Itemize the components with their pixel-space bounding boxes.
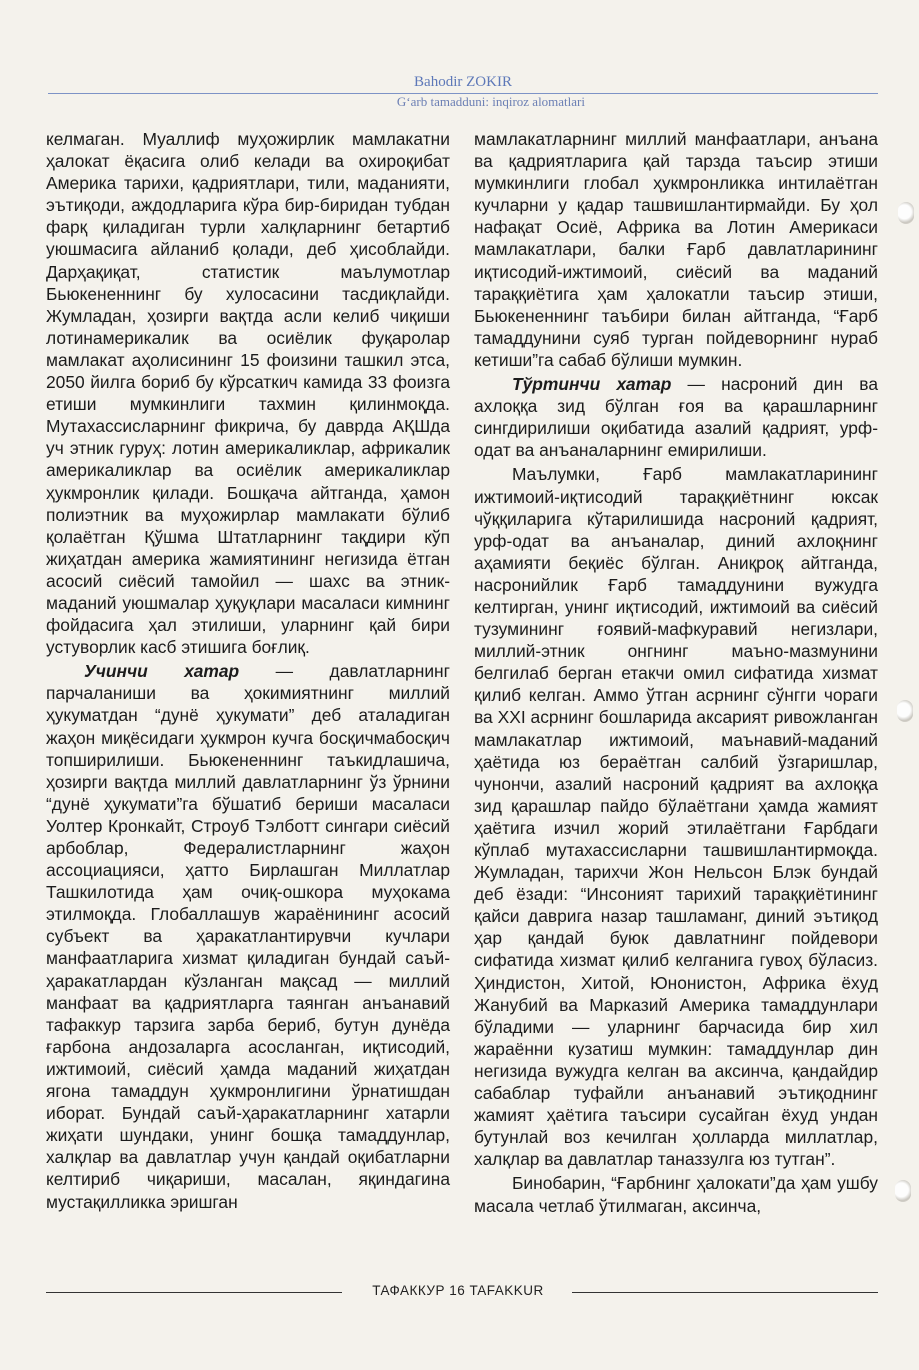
lead-heading: Учинчи хатар (84, 661, 240, 682)
page-footer (0, 1283, 919, 1303)
paragraph (474, 373, 878, 461)
footer-rule-right (572, 1292, 878, 1293)
paragraph: Маълумки, Ғарб мамлакатларининг ижтимоий-иқтисодий тараққиётнинг юксак чўққиларига кўтарилишида насроний қадрият, урф-одат ва анъаналар, диний ахлоқнинг аҳамияти беқиёс бўлган. Аниқроқ айтганда, насронийлик Ғарб тамаддунини вужудга келтирган, унинг иқтисодий, ижтимоий ва сиёсий тузумининг ғоявий-мафкуравий негизлари, миллий-этник онгнинг маъно-мазмунини белгилаб берган етакчи омил сифатида хизмат қилиб келган. Аммо ўтган асрнинг сўнгги чораги ва XXI асрнинг бошларида аксарият ривожланган мамлакатлар ижтимоий, маънавий-маданий ҳаётида юз бераётган салбий ўзгаришлар, чунончи, азалий насроний қадрият ва ахлоққа зид қарашлар пайдо бўлаётгани ҳамда жамият ҳаётига изчил жорий этилаётгани Ғарбдаги кўплаб мутахассисларни ташвишлантирмоқда. Жумладан, тарихчи Жон Нельсон Блэк бундай деб ёзади: “Инсоният тарихий тараққиётининг қайси даврига назар ташламанг, диний эътиқод ҳар қандай буюк давлатнинг пойдевори сифатида хизмат қилиб келганига гувоҳ бўласиз. Ҳиндистон, Хитой, Юнонистон, Африка ёхуд Жанубий ва Марказий Америка тамаддунлари бўладими — уларнинг барчасида бир хил жараённи кузатиш мумкин: тамаддунлар дин негизида вужудга келган ва аксинча, қандайдир сабаблар туфайли анъанавий эътиқоднинг жамият ҳаётига таъсири сусайган ёхуд ундан бутунлай воз кечилган ҳолларда миллатлар, халқлар ва давлатлар таназзулга юз тутган”. (474, 464, 878, 1170)
lead-heading: Тўртинчи хатар (512, 374, 672, 395)
running-head-author: Bahodir ZOKIR (414, 74, 512, 90)
binder-hole-icon (898, 202, 914, 224)
paragraph: Бинобарин, “Ғарбнинг ҳалокати”да ҳам ушбу масала четлаб ўтилмаган, аксинча, (474, 1173, 878, 1216)
paragraph-text: — насроний дин ва ахлоққа зид бўлган ғоя ва қарашларнинг сингдирилиши оқибатида азалий қадрият, урф-одат ва анъаналарнинг емирилиши. (474, 374, 878, 461)
running-head-title: G‘arb tamadduni: inqiroz alomatlari (396, 94, 585, 109)
footer-rule-left (46, 1292, 342, 1293)
binder-hole-icon (897, 700, 913, 722)
binder-hole-icon (895, 1180, 911, 1202)
page-header (0, 0, 919, 110)
paragraph (46, 660, 450, 1212)
paragraph: келмаган. Муаллиф муҳожирлик мамлакатни ҳалокат ёқасига олиб келади ва охироқибат Америка тарихи, қадриятлари, тили, маданияти, эътиқоди, аждодларига кўра бир-биридан тубдан фарқ қиладиган турли халқларнинг бетартиб уюшмасига айланиб қолади, деб ҳисоблайди. Дарҳақиқат, статистик маълумотлар Бьюкененнинг бу хулосасини тасдиқлайди. Жумладан, ҳозирги вақтда асли келиб чиқиши лотинамерикалик ва осиёлик фуқаролар мамлакат аҳолисининг 15 фоизини ташкил этса, 2050 йилга бориб бу кўрсаткич камида 33 фоизга етиши мумкинлиги тахмин қилинмоқда. Мутахассисларнинг фикрича, бу даврда АҚШда уч этник гуруҳ: лотин америкаликлар, африкалик америкаликлар ва осиёлик америкаликлар ҳукмронлик қилади. Бошқача айтганда, ҳамон полиэтник ва муҳожирлар мамлакати бўлиб қолаётган Қўшма Штатларнинг тақдири кўп жиҳатдан америка жамиятининг негизида ётган асосий сиёсий тамойил — шахс ва этник-маданий уюшмалар ҳуқуқлари масаласи кимнинг фойдасига ҳал этилиши, уларнинг қай бири устуворлик касб этишига боғлиқ. (46, 129, 450, 658)
right-column (474, 128, 878, 1217)
left-column (46, 128, 450, 1213)
paragraph: мамлакатларнинг миллий манфаатлари, анъана ва қадриятларига қай тарзда таъсир этиши мумкинлиги глобал ҳукмронликка интилаётган кучларни у қадар ташвишлантирмайди. Бу ҳол нафақат Осиё, Африка ва Лотин Америкаси мамлакатлари, балки Ғарб давлатларининг иқтисодий-ижтимоий, сиёсий ва маданий тараққиётига ҳам ҳалокатли таъсир этиши, Бьюкененнинг таъбири билан айтганда, “Ғарб тамаддунини суяб турган пойдеворнинг нураб кетиши”га сабаб бўлиши мумкин. (474, 129, 878, 370)
paragraph-text: — давлатларнинг парчаланиши ва ҳокимиятнинг миллий ҳукуматдан “дунё ҳукумати” деб аталадиган жаҳон миқёсидаги ҳукмрон кучга босқичмабосқич топширилиши. Бьюкененнинг таъкидлашича, ҳозирги вақтда миллий давлатларнинг ўз ўрнини “дунё ҳукумати”га бўшатиб бериши масаласи Уолтер Кронкайт, Строуб Тэлботт сингари сиёсий арбоблар, Федералистларнинг жаҳон ассоциацияси, ҳатто Бирлашган Миллатлар Ташкилотида ҳам очиқ-ошкора муҳокама этилмоқда. Глобаллашув жараёнининг асосий субъект ва ҳаракатлантирувчи кучлари манфаатларига хизмат қиладиган бундай саъй-ҳаракатлардан кўзланган мақсад — миллий манфаат ва қадриятларга таянган анъанавий тафаккур тарзига зарба бериб, бутун дунёда ғарбона андозаларга асосланган, иқтисодий, ижтимоий, сиёсий ҳамда маданий жиҳатдан ягона тамаддун ҳукмронлигини ўрнатишдан иборат. Бундай саъй-ҳаракатларнинг хатарли жиҳати шундаки, унинг бошқа тамаддунлар, халқлар ва давлатлар учун қандай оқибатларни келтириб чиқариши, масалан, яқиндагина мустақилликка эришган (46, 661, 450, 1212)
footer-page-label: ТАФАККУР 16 TAFAKKUR (372, 1283, 544, 1298)
